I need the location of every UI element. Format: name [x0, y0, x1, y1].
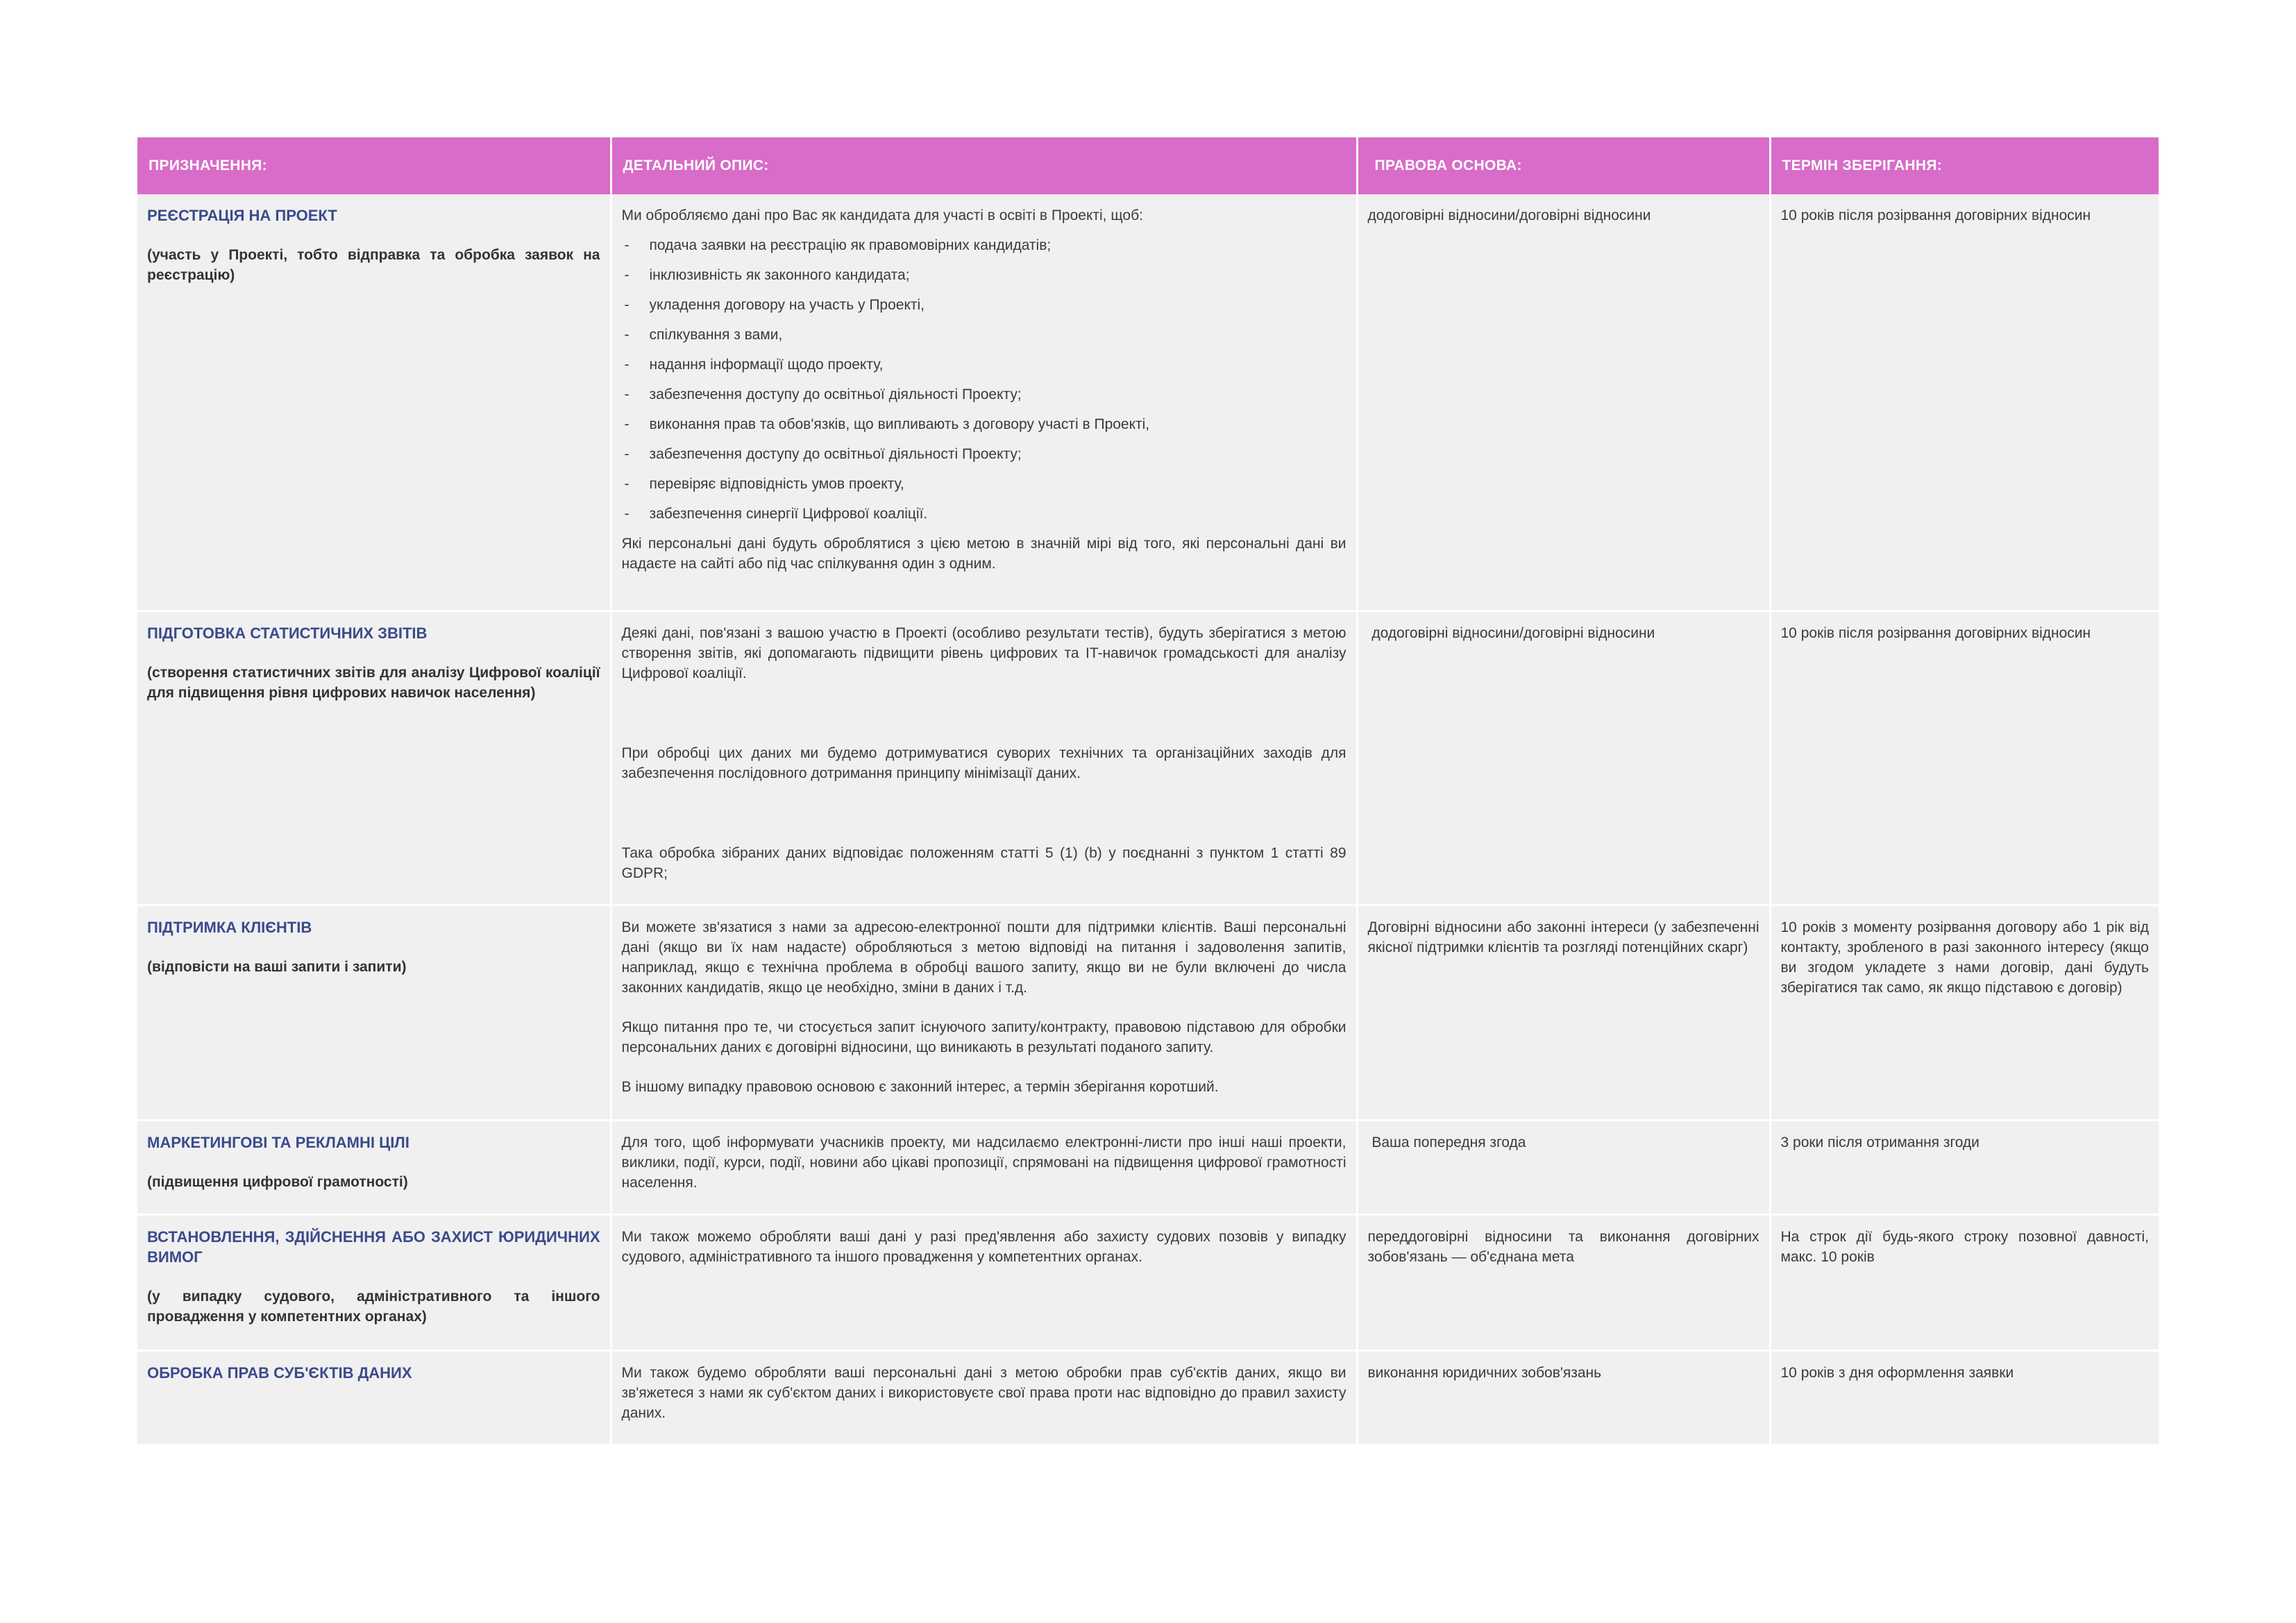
purpose-cell	[137, 1214, 611, 1350]
description-paragraph: Ми також можемо обробляти ваші дані у разі пред'явлення або захисту судових позовів у випадку судового, адміністративного та іншого провадження у компетентних органах.	[621, 1228, 1347, 1265]
purpose-subtitle: (відповісти на ваші запити і запити)	[147, 958, 407, 975]
table-row	[137, 1214, 2159, 1350]
purpose-title: ВСТАНОВЛЕННЯ, ЗДІЙСНЕННЯ АБО ЗАХИСТ ЮРИДИЧНИХ ВИМОГ	[147, 1227, 600, 1266]
purpose-title: ОБРОБКА ПРАВ СУБ'ЄКТІВ ДАНИХ	[147, 1363, 412, 1382]
legal-basis-cell: Ваша попередня згода	[1357, 1120, 1770, 1214]
list-item: - виконання прав та обов'язків, що випливають з договору участі в Проекті,	[622, 414, 1347, 434]
description-paragraph: При обробці цих даних ми будемо дотримуватися суворих технічних та організаційних заходів для забезпечення послідовного дотримання принципу мінімізації даних.	[621, 745, 1347, 781]
list-item: - забезпечення синергії Цифрової коаліції.	[622, 504, 1347, 524]
purpose-cell	[137, 1120, 611, 1214]
description-paragraph: Ви можете зв'язатися з нами за адресою-електронної пошти для підтримки клієнтів. Ваші персональні дані (якщо ви їх нам надасте) обробляються з метою відповіді на питання і задоволення запитів, наприклад, якщо є технічна проблема в обробці вашого запиту, якщо ви не були включені до числа законних кандидатів, якщо це необхідно, зміни в даних і т.д.	[621, 919, 1347, 996]
header-description: ДЕТАЛЬНИЙ ОПИС:	[611, 137, 1357, 194]
purpose-title: МАРКЕТИНГОВІ ТА РЕКЛАМНІ ЦІЛІ	[147, 1133, 410, 1151]
description-paragraph: Деякі дані, пов'язані з вашою участю в Проекті (особливо результати тестів), будуть зберігатися з метою створення звітів, які допомагають підвищити рівень цифрових та IT-навичок громадськості для аналізу Цифрової коаліції.	[621, 624, 1347, 681]
retention-cell: На строк дії будь-якого строку позовної давності, макс. 10 років	[1770, 1214, 2159, 1350]
purpose-subtitle: (у випадку судового, адміністративного та іншого провадження у компетентних органах)	[147, 1288, 600, 1325]
list-item: - спілкування з вами,	[622, 325, 1347, 345]
legal-basis-cell: Договірні відносини або законні інтереси (у забезпеченні якісної підтримки клієнтів та розгляді потенційних скарг)	[1357, 905, 1770, 1120]
description-cell	[611, 611, 1357, 905]
table-row	[137, 194, 2159, 611]
data-processing-table	[137, 137, 2159, 1446]
header-purpose: ПРИЗНАЧЕННЯ:	[137, 137, 611, 194]
list-item: - забезпечення доступу до освітньої діяльності Проекту;	[622, 384, 1347, 405]
legal-basis-cell: додоговірні відносини/договірні відносини	[1357, 194, 1770, 611]
table-row	[137, 905, 2159, 1120]
list-item: - інклюзивність як законного кандидата;	[622, 265, 1347, 285]
purpose-title: РЕЄСТРАЦІЯ НА ПРОЕКТ	[147, 207, 337, 224]
retention-cell: 3 роки після отримання згоди	[1770, 1120, 2159, 1214]
retention-cell: 10 років з дня оформлення заявки	[1770, 1350, 2159, 1445]
table-row	[137, 611, 2159, 905]
purpose-subtitle: (створення статистичних звітів для аналізу Цифрової коаліції для підвищення рівня цифрових навичок населення)	[147, 664, 600, 701]
table-row	[137, 1120, 2159, 1214]
purpose-cell	[137, 611, 611, 905]
description-cell	[611, 1350, 1357, 1445]
purpose-title: ПІДТРИМКА КЛІЄНТІВ	[147, 918, 312, 936]
legal-basis-cell: виконання юридичних зобов'язань	[1357, 1350, 1770, 1445]
table-header	[137, 137, 2159, 194]
list-item: - подача заявки на реєстрацію як правомовірних кандидатів;	[622, 235, 1347, 255]
list-item: - укладення договору на участь у Проекті,	[622, 295, 1347, 315]
legal-basis-cell: додоговірні відносини/договірні відносини	[1357, 611, 1770, 905]
description-outro: Які персональні дані будуть оброблятися з цією метою в значній мірі від того, які персональні дані ви надаєте на сайті або під час спілкування один з одним.	[621, 536, 1347, 572]
header-legal-basis: ПРАВОВА ОСНОВА:	[1357, 137, 1770, 194]
description-paragraph: В іншому випадку правовою основою є законний інтерес, а термін зберігання коротший.	[621, 1078, 1219, 1095]
header-retention: ТЕРМІН ЗБЕРІГАННЯ:	[1770, 137, 2159, 194]
description-cell	[611, 1120, 1357, 1214]
retention-cell: 10 років з моменту розірвання договору або 1 рік від контакту, зробленого в разі законного інтересу (якщо ви згодом укладете з нами договір, дані будуть зберігатися так само, як якщо підставою є договір)	[1770, 905, 2159, 1120]
retention-cell: 10 років після розірвання договірних відносин	[1770, 194, 2159, 611]
retention-cell: 10 років після розірвання договірних відносин	[1770, 611, 2159, 905]
description-intro: Ми обробляємо дані про Вас як кандидата для участі в освіті в Проекті, щоб:	[621, 207, 1143, 223]
legal-basis-cell: переддоговірні відносини та виконання договірних зобов'язань — об'єднана мета	[1357, 1214, 1770, 1350]
list-item: - перевіряє відповідність умов проекту,	[622, 474, 1347, 494]
purpose-cell	[137, 905, 611, 1120]
purpose-subtitle: (підвищення цифрової грамотності)	[147, 1173, 408, 1190]
description-list	[622, 235, 1347, 524]
description-paragraph: Ми також будемо обробляти ваші персональні дані з метою обробки прав суб'єктів даних, якщо ви зв'яжетеся з нами як суб'єктом даних і використовуєте свої права проти нас відповідно до правил захисту даних.	[621, 1364, 1347, 1421]
description-paragraph: Така обробка зібраних даних відповідає положенням статті 5 (1) (b) у поєднанні з пунктом 1 статті 89 GDPR;	[621, 844, 1347, 881]
description-paragraph: Для того, щоб інформувати учасників проекту, ми надсилаємо електронні-листи про інші наші проекти, виклики, події, курси, події, новини або цікаві пропозиції, спрямовані на підвищення цифрової грамотності населення.	[621, 1134, 1347, 1191]
description-cell	[611, 1214, 1357, 1350]
purpose-cell	[137, 1350, 611, 1445]
purpose-title: ПІДГОТОВКА СТАТИСТИЧНИХ ЗВІТІВ	[147, 624, 428, 642]
purpose-cell	[137, 194, 611, 611]
list-item: - забезпечення доступу до освітньої діяльності Проекту;	[622, 444, 1347, 464]
description-cell	[611, 905, 1357, 1120]
table-row	[137, 1350, 2159, 1445]
description-paragraph: Якщо питання про те, чи стосується запит існуючого запиту/контракту, правовою підставою для обробки персональних даних є договірні відносини, що виникають в результаті поданого запиту.	[621, 1019, 1347, 1055]
purpose-subtitle: (участь у Проекті, тобто відправка та обробка заявок на реєстрацію)	[147, 247, 600, 283]
description-cell	[611, 194, 1357, 611]
list-item: - надання інформації щодо проекту,	[622, 355, 1347, 375]
